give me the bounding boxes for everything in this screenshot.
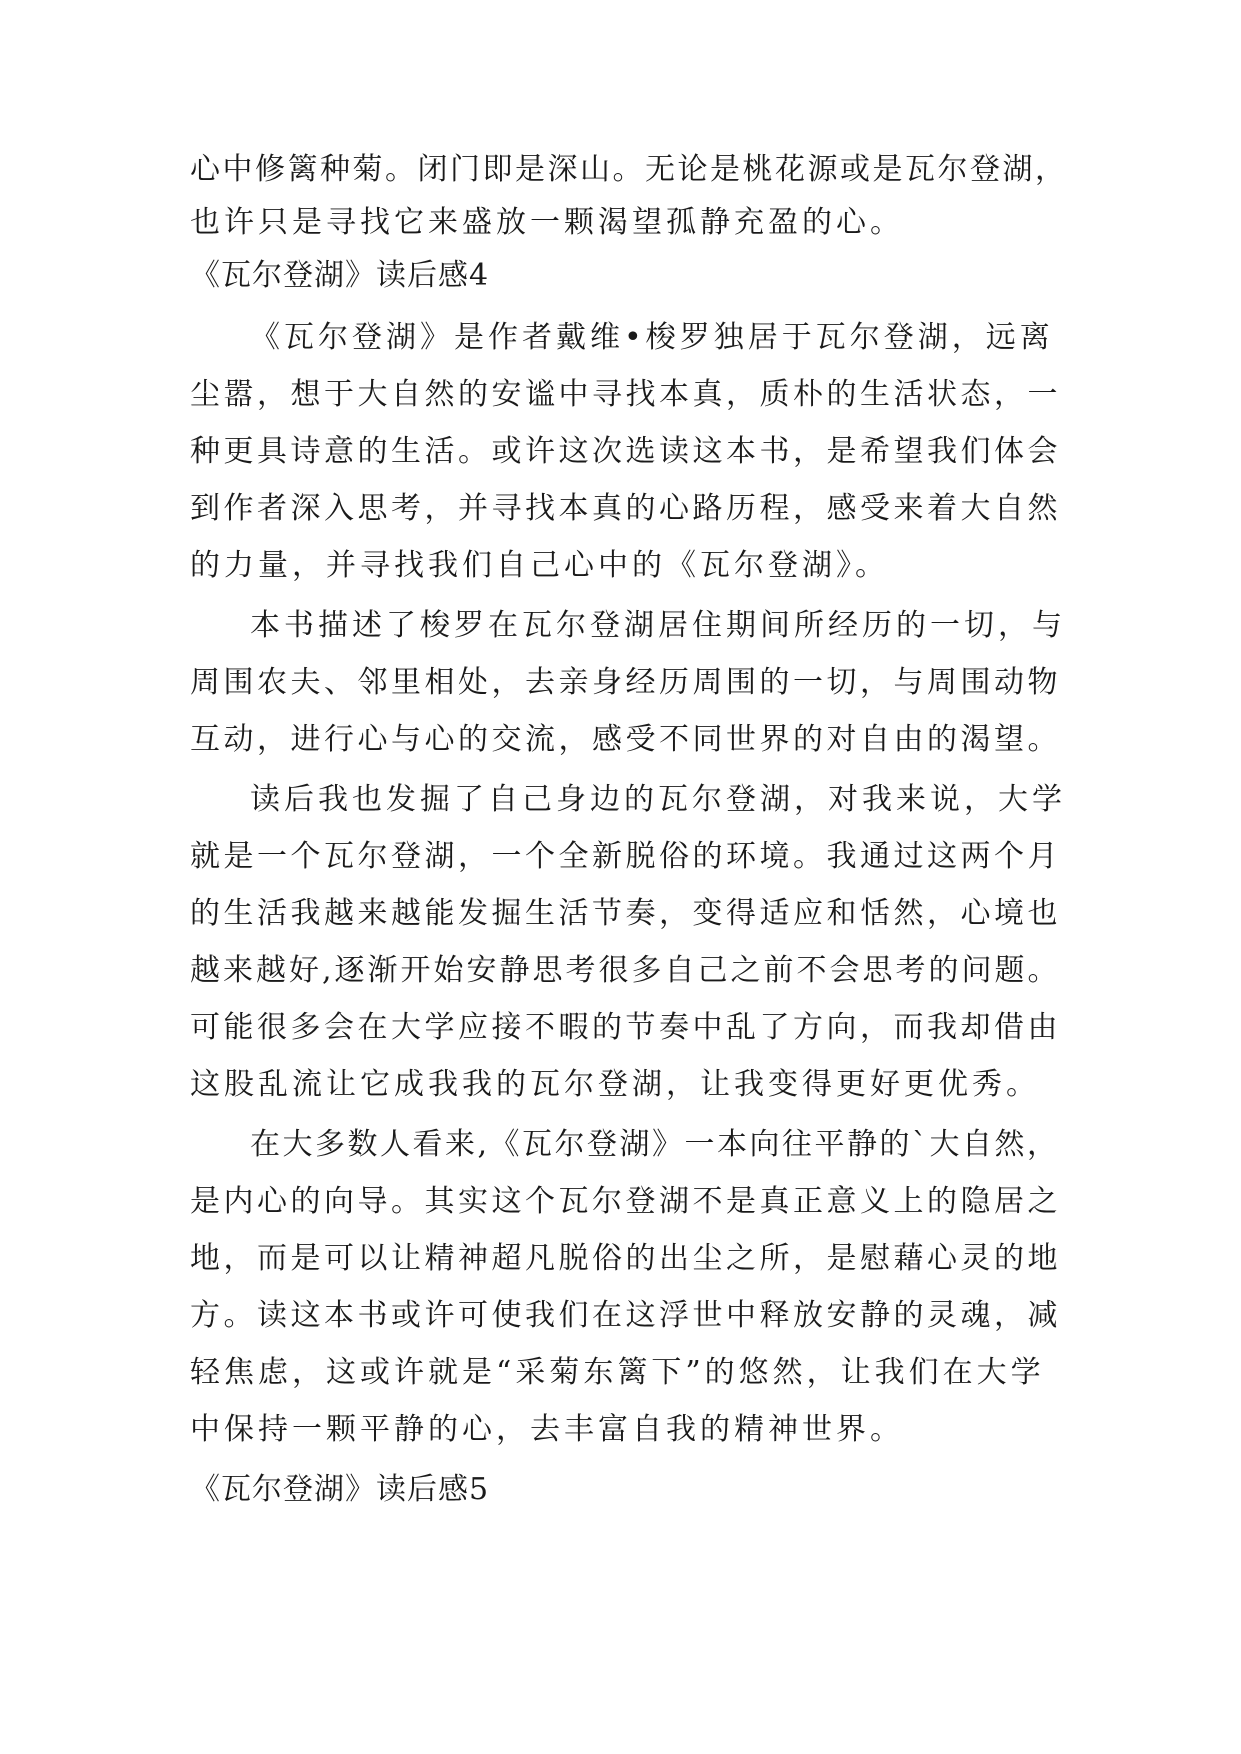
text-line: 尘嚣，想于大自然的安谧中寻找本真，质朴的生活状态，一 <box>190 377 1061 412</box>
text-line: 可能很多会在大学应接不暇的节奏中乱了方向，而我却借由 <box>190 1010 1061 1045</box>
text-line: 互动，进行心与心的交流，感受不同世界的对自由的渴望。 <box>190 722 1061 757</box>
text-line: 地，而是可以让精神超凡脱俗的出尘之所，是慰藉心灵的地 <box>190 1241 1061 1276</box>
paragraph-first-line: 《瓦尔登湖》是作者戴维•梭罗独居于瓦尔登湖，远离 <box>250 320 1054 355</box>
text-line: 周围农夫、邻里相处，去亲身经历周围的一切，与周围动物 <box>190 665 1061 700</box>
text-line: 轻焦虑，这或许就是“采菊东篱下”的悠然，让我们在大学 <box>190 1355 1045 1390</box>
text-line: 的力量，并寻找我们自己心中的《瓦尔登湖》。 <box>190 548 889 583</box>
text-line: 这股乱流让它成我我的瓦尔登湖，让我变得更好更优秀。 <box>190 1067 1040 1102</box>
text-line: 中保持一颗平静的心，去丰富自我的精神世界。 <box>190 1412 904 1447</box>
text-line: 越来越好,逐渐开始安静思考很多自己之前不会思考的问题。 <box>190 953 1061 988</box>
text-line: 也许只是寻找它来盛放一颗渴望孤静充盈的心。 <box>190 205 904 240</box>
text-line: 到作者深入思考，并寻找本真的心路历程，感受来着大自然 <box>190 491 1061 526</box>
text-line: 方。读这本书或许可使我们在这浮世中释放安静的灵魂，减 <box>190 1298 1061 1333</box>
paragraph-first-line: 读后我也发掘了自己身边的瓦尔登湖，对我来说，大学 <box>250 782 1066 817</box>
text-line: 种更具诗意的生活。或许这次选读这本书，是希望我们体会 <box>190 434 1061 469</box>
text-line: 就是一个瓦尔登湖，一个全新脱俗的环境。我通过这两个月 <box>190 839 1061 874</box>
text-line: 是内心的向导。其实这个瓦尔登湖不是真正意义上的隐居之 <box>190 1184 1061 1219</box>
section-heading: 《瓦尔登湖》读后感4 <box>190 258 490 293</box>
text-line: 的生活我越来越能发掘生活节奏，变得适应和恬然，心境也 <box>190 896 1061 931</box>
text-line: 心中修篱种菊。闭门即是深山。无论是桃花源或是瓦尔登湖， <box>190 152 1068 187</box>
paragraph-first-line: 在大多数人看来,《瓦尔登湖》一本向往平静的`大自然， <box>250 1127 1060 1162</box>
section-heading: 《瓦尔登湖》读后感5 <box>190 1472 490 1507</box>
paragraph-first-line: 本书描述了梭罗在瓦尔登湖居住期间所经历的一切，与 <box>250 608 1066 643</box>
